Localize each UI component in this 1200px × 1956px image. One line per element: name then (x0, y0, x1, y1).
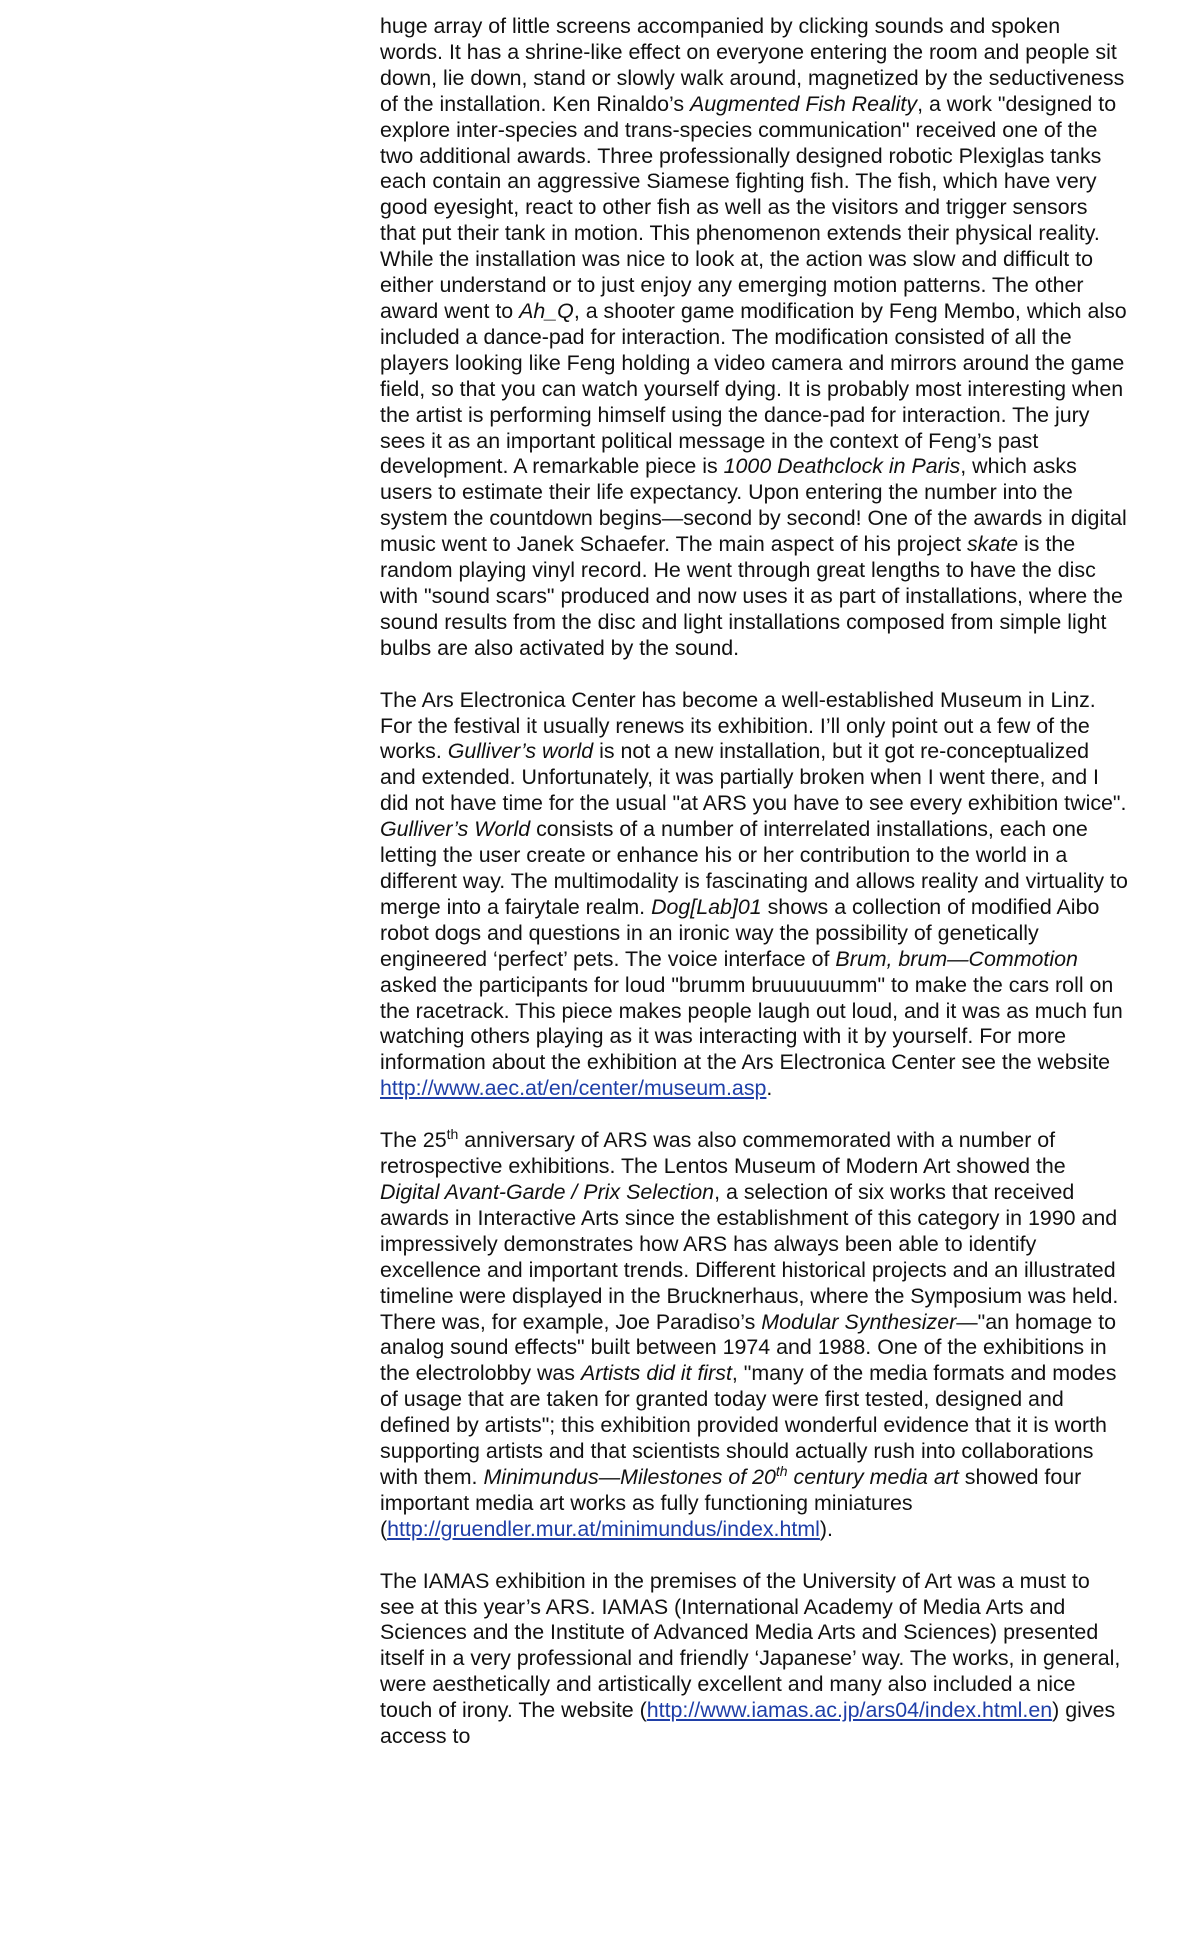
text-run: , which asks users to estimate their life expectancy. Upon entering the number into the system the countdown begins—second by second! One of the awards in digital music went to Janek Schaefer. The main aspect of his project (380, 454, 1127, 557)
text-run: shows a collection of modified Aibo robot dogs and questions in an ironic way the possibility of genetically engineered ‘perfect’ pets. The voice interface of (380, 894, 1100, 971)
text-run: asked the participants for loud "brumm bruuuuuumm" to make the cars roll on the racetrack. This piece makes people laugh out loud, and it was as much fun watching others playing as it was interacting with it by yourself. For more information about the exhibition at the Ars Electronica Center see the website (380, 972, 1123, 1075)
ordinal-suffix: th (446, 1126, 459, 1143)
text-run: consists of a number of interrelated installations, each one letting the user create or enhance his or her contribution to the world in a different way. The multimodality is fascinating and allows reality and virtuality to merge into a fairytale realm. (380, 817, 1128, 919)
text-run: huge array of little screens accompanied by clicking sounds and spoken words. It has a shrine-like effect on everyone entering the room and people sit down, lie down, stand or slowly walk around, magnetized by the seductiveness of the installation. Ken Rinaldo’s (380, 14, 1125, 116)
work-title: 1000 Deathclock in Paris (723, 454, 961, 479)
text-run: ). (819, 1516, 833, 1541)
text-run: is not a new installation, but it got re-conceptualized and extended. Unfortunately, it was partially broken when I went there, and I did not have time for the usual "at ARS you have to see every exhibition twice". (380, 739, 1127, 816)
url-link[interactable]: http://www.aec.at/en/center/museum.asp (380, 1076, 767, 1101)
text-run: The 25 (380, 1128, 447, 1153)
text-run: The IAMAS exhibition in the premises of the University of Art was a must to see at this year’s ARS. IAMAS (International Academy of Media Arts and Sciences and the Institute of Advanced Media Arts and Sciences) presented itself in a very professional and friendly ‘Japanese’ way. The works, in general, were aesthetically and artistically excellent and many also included a nice touch of irony. The website ( (380, 1568, 1121, 1723)
work-title: Brum, brum—Commotion (835, 946, 1078, 971)
ordinal-suffix: th (775, 1462, 788, 1479)
work-title: Digital Avant-Garde / Prix Selection (380, 1179, 715, 1204)
text-run: , a work "designed to explore inter-species and trans-species communication" received one of the two additional awards. Three professionally designed robotic Plexiglas tanks each contain an aggressive Siamese fighting fish. The fish, which have very good eyesight, react to other fish as well as the visitors and trigger sensors that put their tank in motion. This phenomenon extends their physical reality. While the installation was nice to look at, the action was slow and difficult to either understand or to just enjoy any emerging motion patterns. The other award went to (380, 91, 1117, 323)
text-run: —"an homage to analog sound effects" built between 1974 and 1988. One of the exhibitions in the electrolobby was (380, 1309, 1117, 1386)
text-run: . (766, 1076, 773, 1101)
work-title: Gulliver’s World (380, 817, 531, 842)
text-run: anniversary of ARS was also commemorated with a number of retrospective exhibitions. The Lentos Museum of Modern Art showed the (380, 1128, 1066, 1179)
text-run: , a selection of six works that received awards in Interactive Arts since the establishment of this category in 1990 and impressively demonstrates how ARS has always been able to identify excellence and important trends. Different historical projects and an illustrated timeline were displayed in the Brucknerhaus, where the Symposium was held. There was, for example, Joe Paradiso’s (380, 1179, 1119, 1334)
work-title: Ah_Q (519, 298, 574, 323)
work-title: Artists did it first (580, 1361, 732, 1386)
work-title: Dog[Lab]01 (651, 894, 762, 919)
work-title: century media art (787, 1464, 959, 1489)
paragraph-2 (380, 688, 1128, 1103)
url-link[interactable]: http://gruendler.mur.at/minimundus/index.html (387, 1516, 820, 1541)
work-title: skate (966, 532, 1019, 557)
paragraph-3 (380, 1128, 1128, 1543)
work-title: Gulliver’s world (447, 739, 594, 764)
work-title: Augmented Fish Reality (689, 91, 918, 116)
text-run: , a shooter game modification by Feng Membo, which also included a dance-pad for interaction. The modification consisted of all the players looking like Feng holding a video camera and mirrors around the game field, so that you can watch yourself dying. It is probably most interesting when the artist is performing himself using the dance-pad for interaction. The jury sees it as an important political message in the context of Feng’s past development. A remarkable piece is (380, 298, 1127, 479)
text-run: , "many of the media formats and modes of usage that are taken for granted today were first tested, designed and defined by artists"; this exhibition provided wonderful evidence that it is worth supporting artists and that scientists should actually rush into collaborations with them. (380, 1361, 1117, 1489)
paragraph-4 (380, 1569, 1128, 1750)
url-link[interactable]: http://www.iamas.ac.jp/ars04/index.html.en (646, 1698, 1053, 1723)
text-run: ) gives access to (380, 1698, 1116, 1749)
text-run: is the random playing vinyl record. He went through great lengths to have the disc with "sound scars" produced and now uses it as part of installations, where the sound results from the disc and light installations composed from simple light bulbs are also activated by the sound. (380, 532, 1123, 660)
paragraph-1 (380, 14, 1128, 662)
text-run: The Ars Electronica Center has become a well-established Museum in Linz. For the festival it usually renews its exhibition. I’ll only point out a few of the works. (380, 687, 1096, 764)
article-body (380, 14, 1128, 1776)
text-run: showed four important media art works as fully functioning miniatures ( (380, 1464, 1082, 1541)
work-title: Minimundus—Milestones of 20 (483, 1464, 776, 1489)
work-title: Modular Synthesizer (761, 1309, 957, 1334)
